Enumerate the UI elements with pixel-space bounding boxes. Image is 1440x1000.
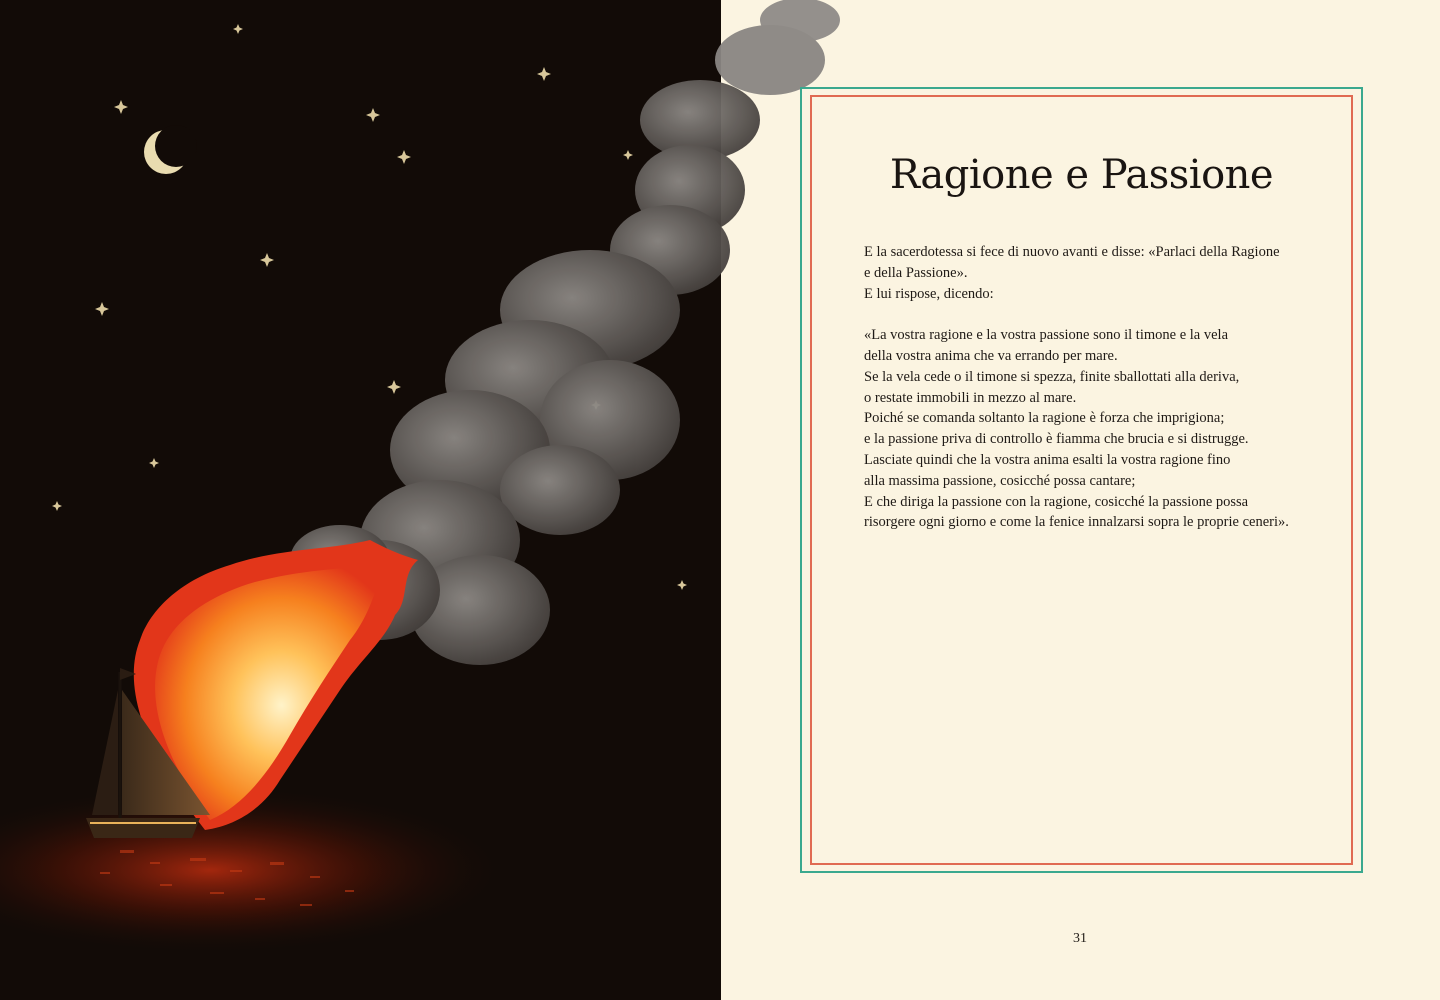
verse-line: e la passione priva di controllo è fiamma che brucia e si distrugge. — [864, 431, 1249, 448]
verse-line: E che diriga la passione con la ragione, cosicché la passione possa — [864, 493, 1249, 510]
verse-line: o restate immobili in mezzo al mare. — [864, 389, 1077, 406]
verse-line: «La vostra ragione e la vostra passione sono il timone e la vela — [864, 327, 1229, 344]
verse-line: Lasciate quindi che la vostra anima esalti la vostra ragione fino — [864, 451, 1231, 468]
verse-line: risorgere ogni giorno e come la fenice innalzarsi sopra le proprie ceneri». — [864, 514, 1289, 531]
verse-line: Poiché se comanda soltanto la ragione è forza che imprigiona; — [864, 410, 1225, 427]
chapter-title: Ragione e Passione — [889, 152, 1274, 198]
intro-line: e della Passione». — [864, 264, 968, 281]
intro-line: E lui rispose, dicendo: — [864, 285, 994, 302]
verse-line: alla massima passione, cosicché possa cantare; — [864, 472, 1136, 489]
verse-line: della vostra anima che va errando per mare. — [864, 347, 1118, 364]
page-number: 31 — [1073, 931, 1087, 946]
chapter-body — [864, 242, 1334, 533]
intro-line: E la sacerdotessa si fece di nuovo avanti e disse: «Parlaci della Ragione — [864, 244, 1280, 260]
stanza-gap — [864, 304, 1334, 325]
verse-line: Se la vela cede o il timone si spezza, finite sballottati alla deriva, — [864, 368, 1240, 385]
